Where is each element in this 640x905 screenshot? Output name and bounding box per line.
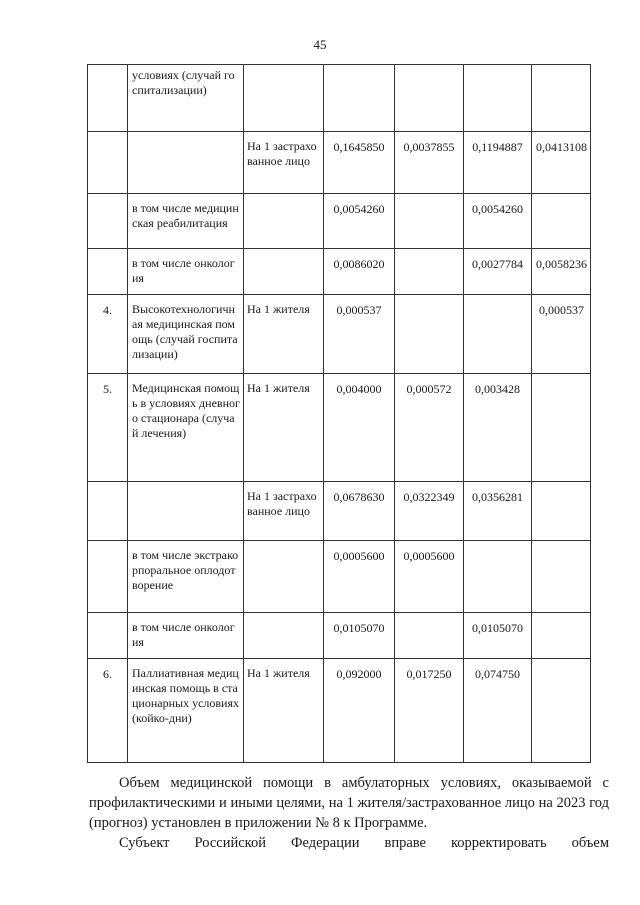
value-total: 0,004000 bbox=[324, 374, 395, 482]
table-row bbox=[88, 613, 591, 659]
value-col4 bbox=[532, 194, 591, 249]
row-number bbox=[88, 65, 128, 132]
row-number bbox=[88, 613, 128, 659]
table-row bbox=[88, 65, 591, 132]
row-unit bbox=[244, 541, 324, 613]
value-col4: 0,000537 bbox=[532, 295, 591, 374]
row-number bbox=[88, 249, 128, 295]
value-col4: 0,0413108 bbox=[532, 132, 591, 194]
value-col4 bbox=[532, 613, 591, 659]
value-total: 0,0678630 bbox=[324, 482, 395, 541]
row-unit: На 1 застрахованное лицо bbox=[244, 482, 324, 541]
value-col2: 0,0005600 bbox=[395, 541, 464, 613]
row-name: в том числе медицинская реабилитация bbox=[128, 194, 244, 249]
row-name: в том числе онкология bbox=[128, 613, 244, 659]
value-col4 bbox=[532, 659, 591, 763]
value-total: 0,0005600 bbox=[324, 541, 395, 613]
row-number: 5. bbox=[88, 374, 128, 482]
value-col4 bbox=[532, 65, 591, 132]
value-total: 0,1645850 bbox=[324, 132, 395, 194]
row-name: Медицинская помощь в условиях дневного стационара (случай лечения) bbox=[128, 374, 244, 482]
value-col4 bbox=[532, 482, 591, 541]
value-col3: 0,0027784 bbox=[464, 249, 532, 295]
value-col2 bbox=[395, 65, 464, 132]
value-col2 bbox=[395, 194, 464, 249]
row-name: в том числе онкология bbox=[128, 249, 244, 295]
value-total: 0,092000 bbox=[324, 659, 395, 763]
value-col2: 0,000572 bbox=[395, 374, 464, 482]
table-row bbox=[88, 374, 591, 482]
table-row bbox=[88, 249, 591, 295]
body-paragraph-continued: Субъект Российской Федерации вправе корректировать объем bbox=[119, 835, 609, 851]
row-number: 4. bbox=[88, 295, 128, 374]
table-row bbox=[88, 194, 591, 249]
row-number bbox=[88, 194, 128, 249]
row-unit bbox=[244, 249, 324, 295]
value-total: 0,0086020 bbox=[324, 249, 395, 295]
row-unit: На 1 жителя bbox=[244, 295, 324, 374]
value-col3: 0,003428 bbox=[464, 374, 532, 482]
row-name: Паллиативная медицинская помощь в стационарных условиях (койко-дни) bbox=[128, 659, 244, 763]
row-name bbox=[128, 482, 244, 541]
value-col3: 0,074750 bbox=[464, 659, 532, 763]
table-row bbox=[88, 482, 591, 541]
table-row bbox=[88, 295, 591, 374]
table-row bbox=[88, 132, 591, 194]
row-unit: На 1 жителя bbox=[244, 374, 324, 482]
value-col2 bbox=[395, 249, 464, 295]
table-row bbox=[88, 659, 591, 763]
volumes-table bbox=[87, 64, 591, 763]
value-col3 bbox=[464, 295, 532, 374]
value-total: 0,000537 bbox=[324, 295, 395, 374]
value-col3 bbox=[464, 541, 532, 613]
row-name bbox=[128, 132, 244, 194]
row-unit: На 1 застрахованное лицо bbox=[244, 132, 324, 194]
row-unit: На 1 жителя bbox=[244, 659, 324, 763]
table-row bbox=[88, 541, 591, 613]
value-col4 bbox=[532, 374, 591, 482]
value-total: 0,0054260 bbox=[324, 194, 395, 249]
value-total: 0,0105070 bbox=[324, 613, 395, 659]
value-col3: 0,0054260 bbox=[464, 194, 532, 249]
row-unit bbox=[244, 65, 324, 132]
value-col3: 0,0105070 bbox=[464, 613, 532, 659]
row-name: условиях (случай госпитализации) bbox=[128, 65, 244, 132]
row-number bbox=[88, 132, 128, 194]
value-col2 bbox=[395, 613, 464, 659]
value-col3: 0,0356281 bbox=[464, 482, 532, 541]
row-name: Высокотехнологичная медицинская помощь (случай госпитализации) bbox=[128, 295, 244, 374]
body-paragraph: Объем медицинской помощи в амбулаторных условиях, оказываемой с профилактическими и иными целями, на 1 жителя/застрахованное лицо на 2023 год (прогноз) установлен в приложении № 8 к Программе. bbox=[89, 775, 609, 831]
row-number bbox=[88, 541, 128, 613]
value-col3: 0,1194887 bbox=[464, 132, 532, 194]
value-col2: 0,017250 bbox=[395, 659, 464, 763]
page-number: 45 bbox=[313, 37, 327, 52]
row-name: в том числе экстракорпоральное оплодотворение bbox=[128, 541, 244, 613]
row-unit bbox=[244, 194, 324, 249]
value-col2: 0,0037855 bbox=[395, 132, 464, 194]
row-number: 6. bbox=[88, 659, 128, 763]
row-unit bbox=[244, 613, 324, 659]
value-col4: 0,0058236 bbox=[532, 249, 591, 295]
value-col3 bbox=[464, 65, 532, 132]
value-col2: 0,0322349 bbox=[395, 482, 464, 541]
value-col4 bbox=[532, 541, 591, 613]
value-total bbox=[324, 65, 395, 132]
value-col2 bbox=[395, 295, 464, 374]
row-number bbox=[88, 482, 128, 541]
